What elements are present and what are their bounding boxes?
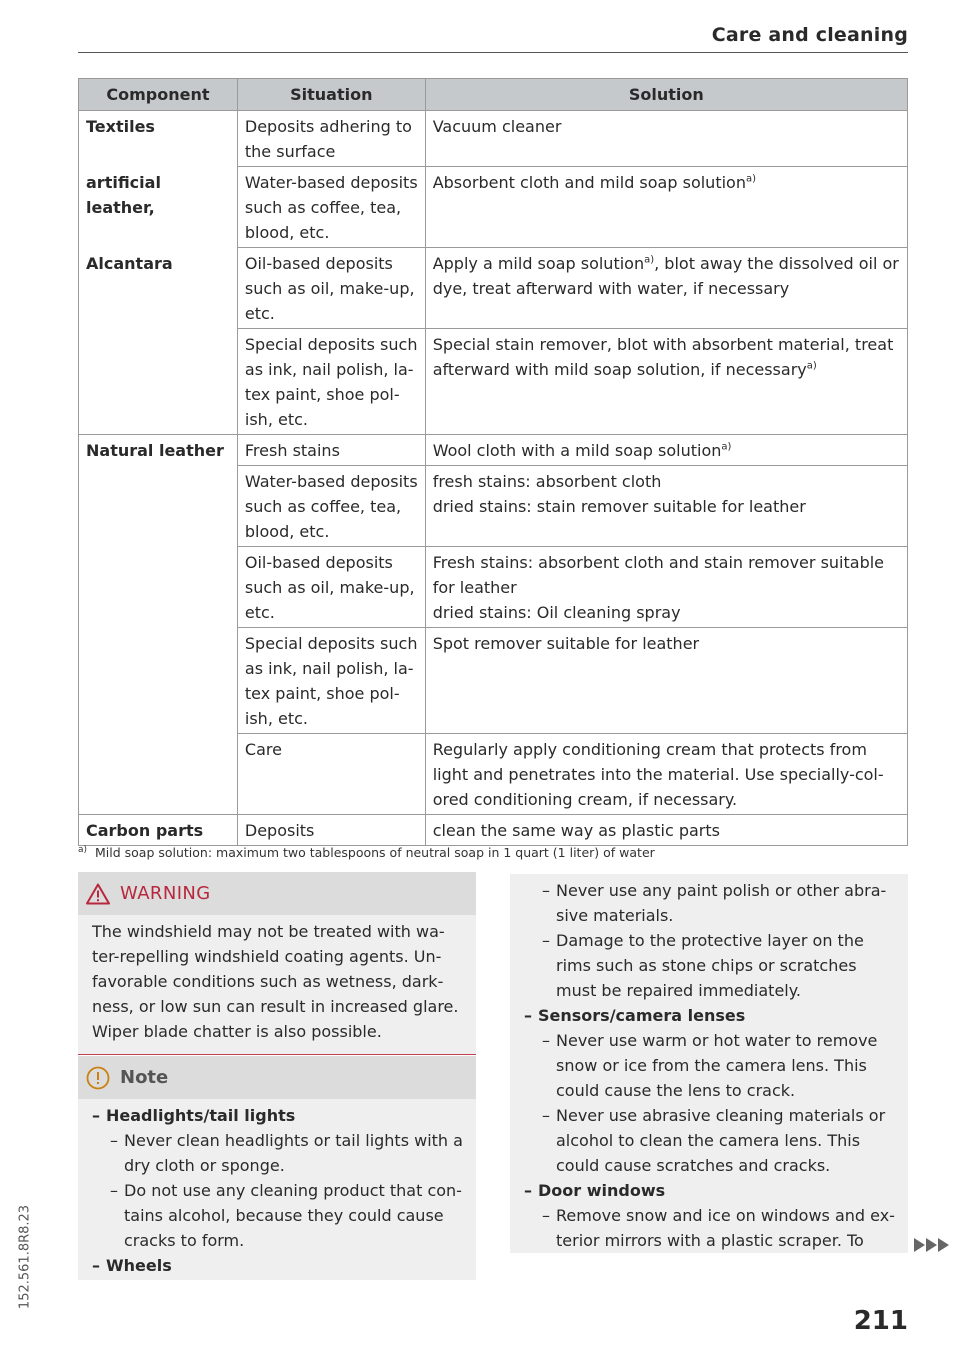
solution-line: Fresh stains: absorbent cloth and stain remover suitable for leather bbox=[432, 553, 885, 597]
footnote-ref: a) bbox=[721, 441, 732, 453]
component-cell: Natural leather bbox=[79, 435, 238, 466]
table-row bbox=[79, 815, 908, 846]
table-row bbox=[79, 435, 908, 466]
header-component: Component bbox=[79, 79, 238, 111]
footnote-ref: a) bbox=[644, 254, 655, 266]
footnote bbox=[78, 845, 655, 860]
situation-cell: Care bbox=[237, 734, 425, 815]
continue-arrow-icon[interactable] bbox=[914, 1237, 960, 1253]
list-item: – Remove snow and ice on windows and ex-terior mirrors with a plastic scraper. To bbox=[524, 1203, 898, 1253]
situation-cell: Water-based deposits such as coffee, tea, blood, etc. bbox=[237, 466, 425, 547]
solution-text-cont: , blot away the dissolved oil or dye, treat afterward with water, if necessary bbox=[432, 254, 899, 298]
table-row bbox=[79, 628, 908, 734]
situation-cell: Oil-based deposits such as oil, make-up, etc. bbox=[237, 248, 425, 329]
footnote-ref: a) bbox=[806, 360, 817, 372]
situation-cell: Deposits adhering to the surface bbox=[237, 111, 425, 167]
note-title: Note bbox=[120, 1067, 169, 1088]
solution-text: Wool cloth with a mild soap solution bbox=[432, 441, 722, 460]
component-cell: Alcantara bbox=[79, 248, 238, 329]
situation-cell: Fresh stains bbox=[237, 435, 425, 466]
page-number: 211 bbox=[853, 1306, 908, 1336]
note-body-left bbox=[78, 1099, 476, 1280]
list-item: – Never use warm or hot water to remove snow or ice from the camera lens. This could cause the lens to crack. bbox=[524, 1028, 898, 1103]
solution-cell bbox=[425, 167, 907, 248]
header-solution: Solution bbox=[425, 79, 907, 111]
component-cell bbox=[79, 466, 238, 547]
table-row bbox=[79, 167, 908, 248]
component-cell: artificial leather, bbox=[79, 167, 238, 248]
list-item: – Do not use any cleaning product that con-tains alcohol, because they could cause cracks to form. bbox=[92, 1178, 466, 1253]
note-body-right bbox=[510, 874, 908, 1253]
section-title: Care and cleaning bbox=[711, 24, 908, 46]
warning-triangle-icon bbox=[86, 883, 110, 905]
solution-cell: Regularly apply conditioning cream that protects from light and penetrates into the material. Use specially-col-ored conditioning cream, if necessary. bbox=[425, 734, 907, 815]
component-cell: Carbon parts bbox=[79, 815, 238, 846]
list-item: – Never use abrasive cleaning materials or alcohol to clean the camera lens. This could cause scratches and cracks. bbox=[524, 1103, 898, 1178]
footnote-ref: a) bbox=[745, 173, 756, 185]
component-cell bbox=[79, 734, 238, 815]
care-table bbox=[78, 78, 908, 846]
footnote-marker: a) bbox=[78, 845, 88, 855]
list-item: – Never clean headlights or tail lights with a dry cloth or sponge. bbox=[92, 1128, 466, 1178]
component-cell bbox=[79, 547, 238, 628]
solution-cell bbox=[425, 466, 907, 547]
table-header-row bbox=[79, 79, 908, 111]
warning-title: WARNING bbox=[120, 883, 211, 904]
table-row bbox=[79, 248, 908, 329]
warning-text: The windshield may not be treated with wa-ter-repelling windshield coating agents. Un-favorable conditions such as wetness, dark-ness, or low sun can result in increased glare. Wiper blade chatter is also possible. bbox=[78, 915, 476, 1054]
warning-header bbox=[78, 872, 476, 915]
list-item: – Never use any paint polish or other abra-sive materials. bbox=[524, 878, 898, 928]
solution-cell bbox=[425, 435, 907, 466]
solution-line: dried stains: stain remover suitable for leather bbox=[432, 497, 806, 516]
list-item-doors: – Door windows bbox=[524, 1178, 898, 1203]
situation-cell: Special deposits such as ink, nail polish, la-tex paint, shoe pol-ish, etc. bbox=[237, 628, 425, 734]
note-box bbox=[78, 1056, 476, 1280]
footnote-text: Mild soap solution: maximum two tablespoons of neutral soap in 1 quart (1 liter) of water bbox=[94, 845, 655, 861]
document-code-text: 152.561.8R8.23 bbox=[17, 1204, 33, 1310]
solution-text: Absorbent cloth and mild soap solution bbox=[432, 173, 746, 192]
situation-cell: Oil-based deposits such as oil, make-up, etc. bbox=[237, 547, 425, 628]
header-situation: Situation bbox=[237, 79, 425, 111]
solution-text: Apply a mild soap solution bbox=[432, 254, 645, 273]
list-item-sensors: – Sensors/camera lenses bbox=[524, 1003, 898, 1028]
exclamation-circle-icon bbox=[86, 1066, 110, 1090]
list-item-headlights: – Headlights/tail lights bbox=[92, 1103, 466, 1128]
situation-cell: Special deposits such as ink, nail polish, la-tex paint, shoe pol-ish, etc. bbox=[237, 329, 425, 435]
component-cell: Textiles bbox=[79, 111, 238, 167]
solution-cell bbox=[425, 248, 907, 329]
situation-cell: Water-based deposits such as coffee, tea, blood, etc. bbox=[237, 167, 425, 248]
situation-cell: Deposits bbox=[237, 815, 425, 846]
solution-line: dried stains: Oil cleaning spray bbox=[432, 603, 681, 622]
solution-text: Special stain remover, blot with absorbent material, treat afterward with mild soap solution, if necessary bbox=[432, 335, 894, 379]
header-rule bbox=[78, 52, 908, 53]
solution-cell: Vacuum cleaner bbox=[425, 111, 907, 167]
component-cell bbox=[79, 329, 238, 435]
document-code bbox=[14, 1182, 36, 1332]
note-header bbox=[78, 1056, 476, 1099]
note-body-right-inner bbox=[510, 874, 908, 1253]
solution-cell: clean the same way as plastic parts bbox=[425, 815, 907, 846]
solution-cell bbox=[425, 329, 907, 435]
table-row bbox=[79, 734, 908, 815]
table-row bbox=[79, 111, 908, 167]
list-item: – Damage to the protective layer on the rims such as stone chips or scratches must be repaired immediately. bbox=[524, 928, 898, 1003]
warning-box bbox=[78, 872, 476, 1055]
solution-line: fresh stains: absorbent cloth bbox=[432, 472, 662, 491]
table-row bbox=[79, 466, 908, 547]
solution-cell: Spot remover suitable for leather bbox=[425, 628, 907, 734]
table-row bbox=[79, 547, 908, 628]
solution-cell bbox=[425, 547, 907, 628]
list-item-wheels: – Wheels bbox=[92, 1253, 466, 1278]
table-row bbox=[79, 329, 908, 435]
component-cell bbox=[79, 628, 238, 734]
